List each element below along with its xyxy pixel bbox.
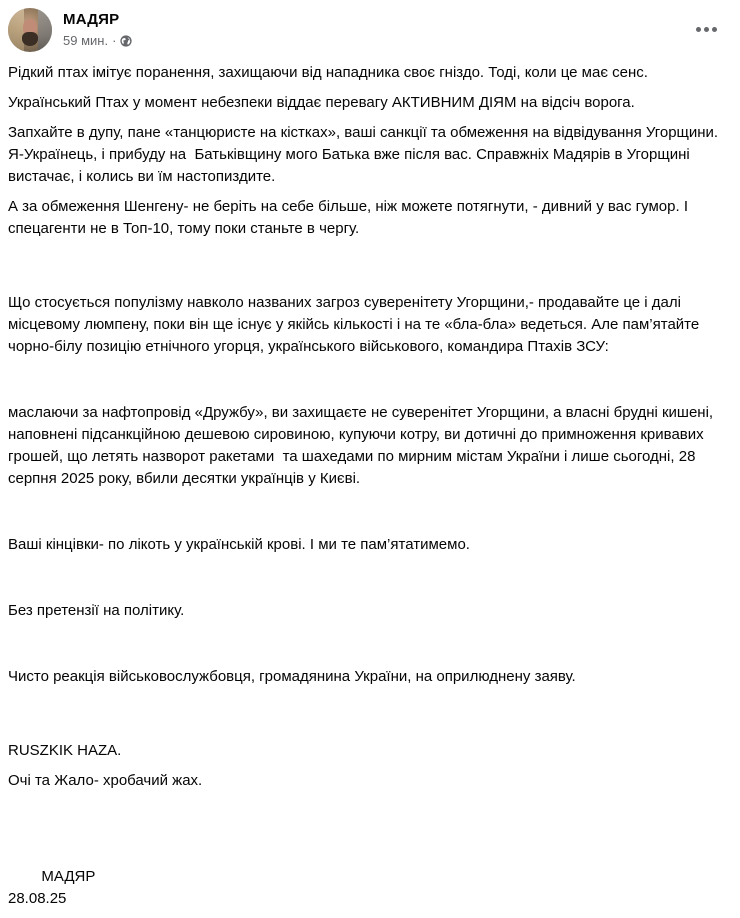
block-line-5: Чисто реакція військовослужбовця, громадянина України, на оприлюднену заяву. (8, 668, 576, 685)
post-meta (63, 10, 132, 50)
post-header (8, 7, 132, 53)
paragraph-1: Рідкий птах імітує поранення, захищаючи від нападника своє гніздо. Тоді, коли це має сенс. (8, 64, 648, 81)
post-timestamp[interactable]: 59 мин. (63, 33, 109, 48)
globe-icon[interactable] (120, 35, 132, 47)
more-options-button[interactable] (692, 18, 720, 40)
signature-line (8, 844, 732, 888)
separator-dot: · (112, 33, 117, 48)
more-options-dot (696, 27, 701, 32)
author-avatar[interactable] (8, 8, 52, 52)
post-body (8, 62, 732, 918)
ukraine-flag-icon (96, 869, 114, 882)
author-name[interactable]: МАДЯР (63, 11, 120, 28)
block-line-3: Ваші кінцівки- по лікоть у українській крові. І ми те пам’ятатимемо. (8, 536, 470, 553)
avatar-beard (22, 32, 38, 46)
avatar-fur-right (38, 8, 52, 52)
slogan: RUSZKIK HAZA. (8, 742, 122, 759)
signature-name: МАДЯР (41, 868, 96, 885)
post-subline (63, 32, 132, 50)
block-line-2: маслаючи за нафтопровід «Дружбу», ви захищаєте не суверенітет Угорщини, а власні брудні кишені, наповнені підсанкційною дешевою сировиною, купуючи котру, ви дотичні до примноження кривавих грошей, що летять назворот ракетами та шахедами по мирним містам України і лише сьогодні, 28 серпня 2025 року, вбили десятки українців у Києві. (8, 404, 718, 487)
signature (8, 800, 732, 888)
signature-date: 28.08.25 (8, 890, 67, 907)
more-options-dot (712, 27, 717, 32)
paragraph-2: Український Птах у момент небезпеки віддає перевагу АКТИВНИМ ДІЯМ на відсіч ворога. (8, 94, 635, 111)
block-line-4: Без претензії на політику. (8, 602, 185, 619)
block-line-1: Що стосується популізму навколо названих загроз суверенітету Угорщини,- продавайте це і далі місцевому люмпену, поки він ще існує у якійсь кількості і на те «бла-бла» ведеться. Але пам’ятайте чорно-білу позицію етнічного угорця, українського військового, командира Птахів ЗСУ: (8, 294, 704, 355)
avatar-fur-left (8, 8, 24, 52)
paragraph-block (8, 248, 732, 732)
paragraph-3: Запхайте в дупу, пане «танцюристе на кістках», ваші санкції та обмеження на відвідування Угорщини. Я-Українець, і прибуду на Батьківщину мого Батька вже після вас. Справжніх Мадярів в Угорщині вистачає, і колись ви їм настопиздите. (8, 124, 723, 185)
tagline: Очі та Жало- хробачий жах. (8, 772, 203, 789)
more-options-dot (704, 27, 709, 32)
paragraph-4: А за обмеження Шенгену- не беріть на себе більше, ніж можете потягнути, - дивний у вас гумор. І спецагенти не в Топ-10, тому поки станьте в чергу. (8, 198, 693, 237)
